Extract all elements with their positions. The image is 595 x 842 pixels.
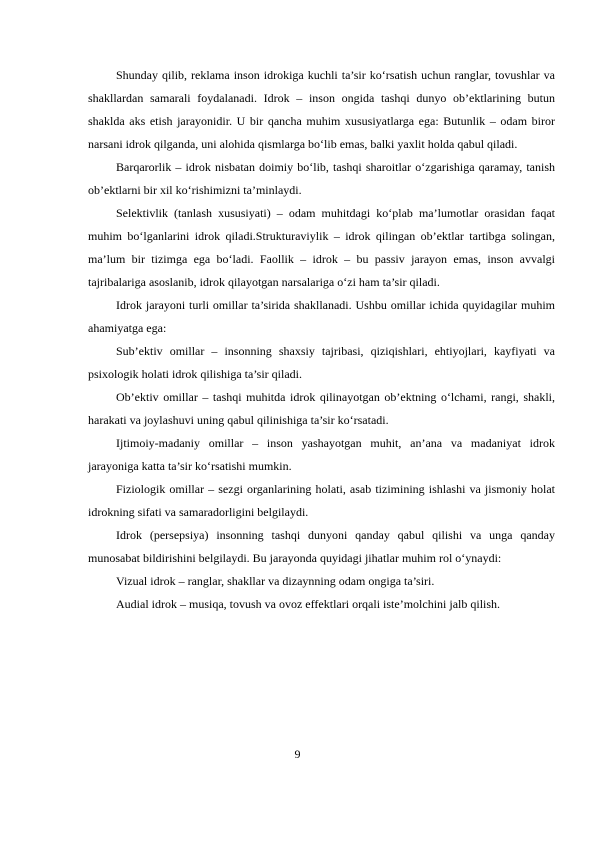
- paragraph: Barqarorlik – idrok nisbatan doimiy bo‘lib, tashqi sharoitlar o‘zgarishiga qaramay, tanish ob’ektlarni bir xil ko‘rishimizni ta’minlaydi.: [88, 160, 555, 197]
- paragraph: Shunday qilib, reklama inson idrokiga kuchli ta’sir ko‘rsatish uchun ranglar, tovushlar va shakllardan samarali foydalanadi. Idrok – inson ongida tashqi dunyo ob’ektlarining butun shaklda aks etish jarayonidir. U bir qancha muhim xususiyatlarga ega: Butunlik – odam biror narsani idrok qilganda, uni alohida qismlarga bo‘lib emas, balki yaxlit holda qabul qiladi.: [88, 68, 555, 151]
- paragraph: Ijtimoiy-madaniy omillar – inson yashayotgan muhit, an’ana va madaniyat idrok jarayoniga katta ta’sir ko‘rsatishi mumkin.: [88, 436, 555, 473]
- paragraph: Idrok jarayoni turli omillar ta’sirida shakllanadi. Ushbu omillar ichida quyidagilar muhim ahamiyatga ega:: [88, 298, 555, 335]
- paragraph: Fiziologik omillar – sezgi organlarining holati, asab tizimining ishlashi va jismoniy holat idrokning sifati va samaradorligini belgilaydi.: [88, 482, 555, 519]
- paragraph: Vizual idrok – ranglar, shakllar va dizaynning odam ongiga ta’siri.: [116, 574, 435, 588]
- page-number: 9: [294, 747, 301, 761]
- paragraph: Audial idrok – musiqa, tovush va ovoz effektlari orqali iste’molchini jalb qilish.: [116, 597, 501, 611]
- paragraph: Selektivlik (tanlash xususiyati) – odam muhitdagi ko‘plab ma’lumotlar orasidan faqat muhim bo‘lganlarini idrok qiladi.Strukturaviylik – idrok qilingan ob’ektlar tartibga solingan, ma’lum bir tizimga ega bo‘ladi. Faollik – idrok – bu passiv jarayon emas, inson avvalgi tajribalariga asoslanib, idrok qilayotgan narsalariga o‘zi ham ta’sir qiladi.: [88, 206, 555, 289]
- paragraph: Sub’ektiv omillar – insonning shaxsiy tajribasi, qiziqishlari, ehtiyojlari, kayfiyati va psixologik holati idrok qilishiga ta’sir qiladi.: [88, 344, 555, 381]
- page-body: [88, 64, 555, 616]
- paragraph: Ob’ektiv omillar – tashqi muhitda idrok qilinayotgan ob’ektning o‘lchami, rangi, shakli, harakati va joylashuvi uning qabul qilinishiga ta’sir ko‘rsatadi.: [88, 390, 555, 427]
- paragraph: Idrok (persepsiya) insonning tashqi dunyoni qanday qabul qilishi va unga qanday munosabat bildirishini belgilaydi. Bu jarayonda quyidagi jihatlar muhim rol o‘ynaydi:: [88, 528, 555, 565]
